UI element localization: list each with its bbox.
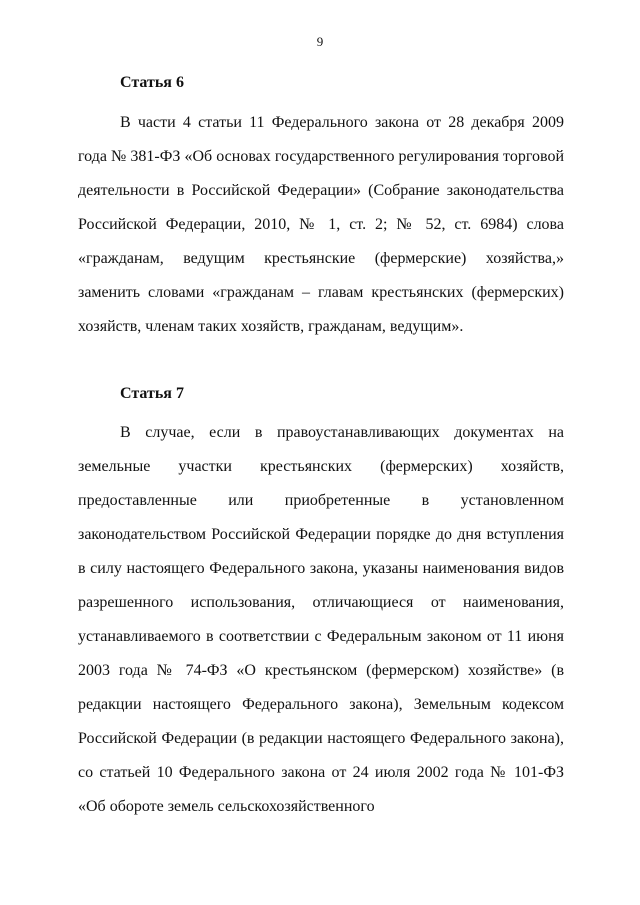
article-7-body: В случае, если в правоустанавливающих документах на земельные участки крестьянских (фермерских) хозяйств, предоставленные или приобретенные в установленном законодательством Российской Федерации порядке до дня вступления в силу настоящего Федерального закона, указаны наименования видов разрешенного использования, отличающиеся от наименования, устанавливаемого в соответствии с Федеральным законом от 11 июня 2003 года № 74-ФЗ «О крестьянском (фермерском) хозяйстве» (в редакции настоящего Федерального закона), Земельным кодексом Российской Федерации (в редакции настоящего Федерального закона), со статьей 10 Федерального закона от 24 июля 2002 года № 101-ФЗ «Об обороте земель сельскохозяйственного bbox=[78, 424, 564, 815]
page-number: 9 bbox=[316, 34, 324, 49]
article-6-title: Статья 6 bbox=[120, 74, 184, 91]
article-6-body: В части 4 статьи 11 Федерального закона от 28 декабря 2009 года № 381-ФЗ «Об основах государственного регулирования торговой деятельности в Российской Федерации» (Собрание законодательства Российской Федерации, 2010, № 1, ст. 2; № 52, ст. 6984) слова «гражданам, ведущим крестьянские (фермерские) хозяйства,» заменить словами «гражданам – главам крестьянских (фермерских) хозяйств, членам таких хозяйств, гражданам, ведущим». bbox=[78, 114, 564, 335]
article-7-title: Статья 7 bbox=[120, 385, 184, 402]
